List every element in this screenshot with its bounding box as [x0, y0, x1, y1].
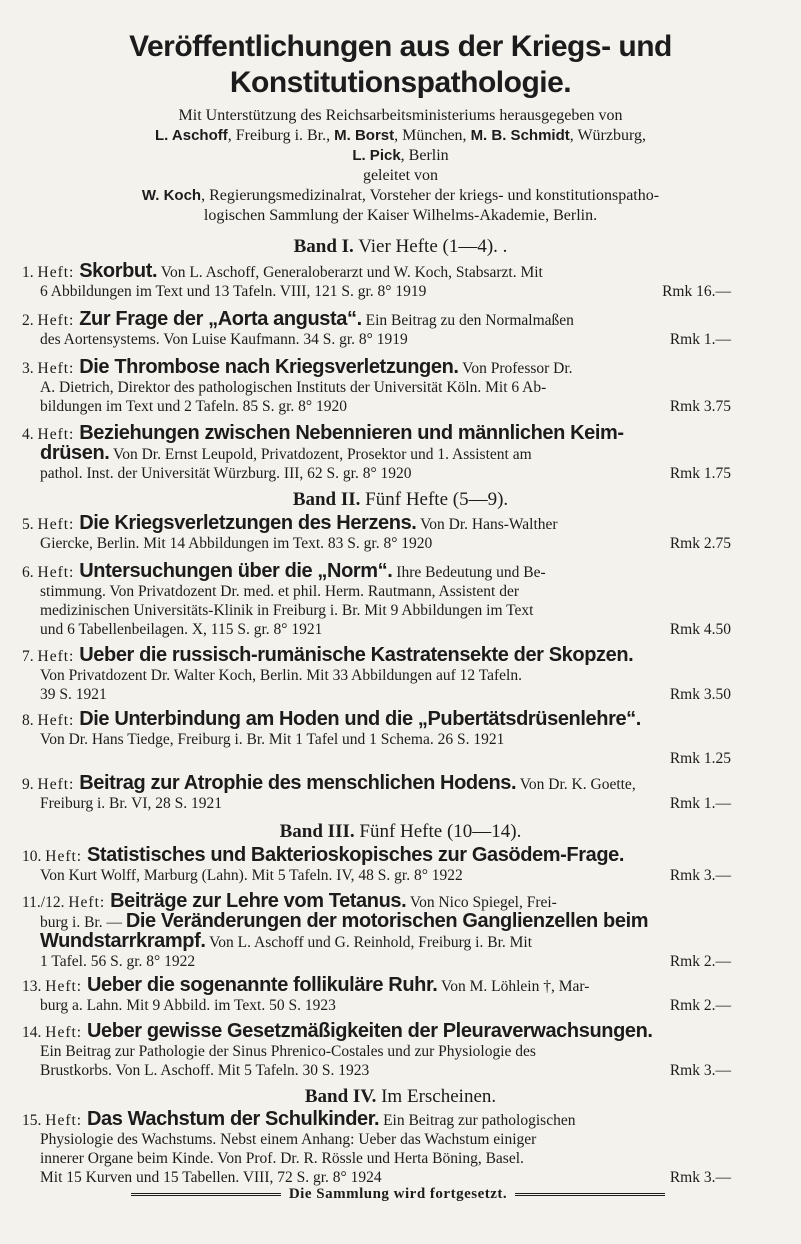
editor-place: , Würzburg,: [569, 127, 647, 144]
entry-text: stimmung. Von Privatdozent Dr. med. et phil. Herm. Rautmann, Assistent der: [40, 583, 520, 600]
entry-text: 1.: [22, 264, 38, 281]
entry-text: 9.: [22, 776, 38, 793]
geleitet-line: geleitet von: [362, 167, 439, 184]
entry-text: drüsen.: [40, 442, 110, 464]
entry-text: Von Dr. Ernst Leupold, Privatdozent, Prosektor und 1. Assistent am: [109, 446, 532, 463]
list-item: [22, 514, 767, 553]
entry-text: Heft:: [45, 848, 87, 865]
price: Rmk 3.50: [669, 686, 731, 703]
editor-name: M. B. Schmidt: [470, 127, 570, 144]
list-item: [22, 846, 767, 885]
editor-name: L. Pick: [352, 147, 401, 164]
list-item: [22, 976, 767, 1015]
entry-text: 14.: [22, 1024, 46, 1041]
entry-title: Skorbut.: [79, 260, 158, 282]
entry-text: medizinischen Universitäts-Klinik in Freiburg i. Br. Mit 9 Abbildungen im Text: [40, 602, 534, 619]
entry-text: 6 Abbildungen im Text und 13 Tafeln. VIII, 121 S. gr. 8° 1919: [40, 283, 427, 300]
price: Rmk 3.—: [669, 867, 731, 884]
list-item: [22, 1022, 767, 1080]
entry-text: 10.: [22, 848, 46, 865]
entry-title: Beziehungen zwischen Nebennieren und männlichen Keim-: [79, 422, 624, 444]
entry-text: 15.: [22, 1112, 46, 1129]
price: Rmk 3.—: [669, 1169, 731, 1186]
entry-text: Physiologie des Wachstums. Nebst einem Anhang: Ueber das Wachstum einiger: [40, 1131, 537, 1148]
entry-text: Von Dr. Hans Tiedge, Freiburg i. Br. Mit 1 Tafel und 1 Schema. 26 S. 1921: [40, 731, 505, 748]
entry-text: Wundstarrkrampf.: [40, 930, 206, 952]
price: Rmk 3.—: [669, 1062, 731, 1079]
entry-text: Von L. Aschoff, Generaloberarzt und W. Koch, Stabsarzt. Mit: [157, 264, 543, 281]
band-heading: [30, 1085, 771, 1109]
divider: [131, 1193, 281, 1196]
entry-text: Von Nico Spiegel, Frei-: [406, 894, 557, 911]
price: Rmk 16.—: [662, 283, 731, 300]
entry-title: Zur Frage der „Aorta angusta“.: [79, 308, 362, 330]
footer-note: [88, 1186, 708, 1203]
list-item: [22, 892, 767, 971]
entry-title: Die Unterbindung am Hoden und die „Pubertätsdrüsenlehre“.: [79, 708, 641, 730]
entry-title: Die Thrombose nach Kriegsverletzungen.: [79, 356, 459, 378]
price: Rmk 2.—: [669, 997, 731, 1014]
editor-place: , Berlin: [400, 147, 449, 164]
entry-title: Ueber gewisse Gesetzmäßigkeiten der Pleuraverwachsungen.: [86, 1020, 653, 1042]
entry-text: 6.: [22, 564, 38, 581]
band-heading: [30, 488, 771, 512]
leader-line: [30, 186, 771, 206]
entry-text: Heft:: [37, 648, 80, 665]
entry-text: Heft:: [37, 776, 80, 793]
list-item: [22, 310, 767, 349]
entry-text: burg a. Lahn. Mit 9 Abbild. im Text. 50 S. 1923: [40, 997, 336, 1014]
band-heading: [30, 820, 771, 844]
entry-text: 1 Tafel. 56 S. gr. 8° 1922: [40, 953, 196, 970]
title-line-1: Veröffentlichungen aus der Kriegs- und: [129, 30, 672, 63]
entry-text: Freiburg i. Br. VI, 28 S. 1921: [40, 795, 222, 812]
entry-text: Die Veränderungen der motorischen Ganglienzellen beim: [125, 910, 649, 932]
entry-text: Heft:: [45, 1024, 87, 1041]
price: Rmk 1.75: [669, 465, 731, 482]
entry-text: Von Kurt Wolff, Marburg (Lahn). Mit 5 Tafeln. IV, 48 S. gr. 8° 1922: [40, 867, 463, 884]
list-item: [22, 262, 767, 301]
entry-text: Heft:: [68, 894, 111, 911]
title-line-2: Konstitutionspathologie.: [229, 66, 572, 99]
entry-title: Das Wachstum der Schulkinder.: [86, 1108, 380, 1130]
price: Rmk 1.—: [669, 795, 731, 812]
price: Rmk 2.—: [669, 953, 731, 970]
entry-title: Ueber die russisch-rumänische Kastratensekte der Skopzen.: [79, 644, 634, 666]
list-item: [22, 710, 767, 768]
entry-title: Untersuchungen über die „Norm“.: [79, 560, 393, 582]
entry-text: 13.: [22, 978, 46, 995]
band-detail: Im Erscheinen.: [376, 1086, 497, 1107]
band-heading: [30, 235, 771, 259]
price: Rmk 4.50: [669, 621, 731, 638]
editors-line-2: [30, 146, 771, 166]
editors-line: [30, 126, 771, 146]
entry-text: Ein Beitrag zur pathologischen: [379, 1112, 576, 1129]
band-detail: Fünf Hefte (10—14).: [354, 821, 522, 842]
entry-text: Heft:: [37, 312, 80, 329]
entry-text: Heft:: [37, 264, 80, 281]
list-item: [22, 562, 767, 639]
entry-title: Ueber die sogenannte follikuläre Ruhr.: [86, 974, 438, 996]
band-label: Band III.: [279, 821, 355, 842]
entry-text: und 6 Tabellenbeilagen. X, 115 S. gr. 8° 1921: [40, 621, 323, 638]
price: Rmk 1.25: [669, 750, 731, 767]
entry-text: Von Privatdozent Dr. Walter Koch, Berlin. Mit 33 Abbildungen auf 12 Tafeln.: [40, 667, 522, 684]
entry-text: A. Dietrich, Direktor des pathologischen Instituts der Universität Köln. Mit 6 Ab-: [40, 379, 547, 396]
entry-text: bildungen im Text und 2 Tafeln. 85 S. gr. 8° 1920: [40, 398, 347, 415]
entry-text: burg i. Br. —: [40, 914, 126, 931]
list-item: [22, 424, 767, 483]
leader-line-2: logischen Sammlung der Kaiser Wilhelms-Akademie, Berlin.: [203, 207, 598, 224]
entry-text: 2.: [22, 312, 38, 329]
entry-text: Von L. Aschoff und G. Reinhold, Freiburg i. Br. Mit: [205, 934, 533, 951]
entry-text: 5.: [22, 516, 38, 533]
entry-text: Von Dr. Hans-Walther: [416, 516, 558, 533]
entry-text: 7.: [22, 648, 38, 665]
list-item: [22, 646, 767, 704]
footer-text: Die Sammlung wird fortgesetzt.: [288, 1186, 508, 1202]
price: Rmk 2.75: [669, 535, 731, 552]
editor-place: , München,: [394, 127, 471, 144]
entry-text: Heft:: [37, 426, 80, 443]
entry-text: Brustkorbs. Von L. Aschoff. Mit 5 Tafeln. 30 S. 1923: [40, 1062, 370, 1079]
entry-text: 3.: [22, 360, 38, 377]
list-item: [22, 774, 767, 813]
entry-text: 39 S. 1921: [40, 686, 107, 703]
entry-text: Von Professor Dr.: [458, 360, 573, 377]
entry-text: Heft:: [37, 564, 80, 581]
band-detail: Fünf Hefte (5—9).: [360, 489, 509, 510]
leader-description: , Regierungsmedizinalrat, Vorsteher der kriegs- und konstitutionspatho-: [201, 187, 660, 204]
leader-name: W. Koch: [141, 187, 202, 204]
entry-text: 4.: [22, 426, 38, 443]
entry-text: Heft:: [37, 360, 80, 377]
editor-place: , Freiburg i. Br.,: [227, 127, 335, 144]
editor-name: L. Aschoff: [154, 127, 228, 144]
entry-text: Giercke, Berlin. Mit 14 Abbildungen im Text. 83 S. gr. 8° 1920: [40, 535, 433, 552]
editor-name: M. Borst: [334, 127, 395, 144]
entry-text: Ein Beitrag zu den Normalmaßen: [361, 312, 574, 329]
entry-text: Von Dr. K. Goette,: [516, 776, 636, 793]
entry-title: Beitrag zur Atrophie des menschlichen Hodens.: [79, 772, 517, 794]
entry-text: Heft:: [37, 516, 80, 533]
entry-text: Heft:: [37, 712, 80, 729]
entry-text: Heft:: [45, 1112, 87, 1129]
band-label: Band I.: [293, 236, 354, 257]
entry-text: 8.: [22, 712, 38, 729]
entry-text: Heft:: [45, 978, 87, 995]
price: Rmk 3.75: [669, 398, 731, 415]
list-item: [22, 358, 767, 416]
intro-line: Mit Unterstützung des Reichsarbeitsministeriums herausgegeben von: [178, 107, 623, 124]
entry-title: Beiträge zur Lehre vom Tetanus.: [110, 890, 407, 912]
entry-text: Mit 15 Kurven und 15 Tabellen. VIII, 72 S. gr. 8° 1924: [40, 1169, 382, 1186]
entry-text: innerer Organe beim Kinde. Von Prof. Dr. R. Rössle und Herta Böning, Basel.: [40, 1150, 524, 1167]
price: Rmk 1.—: [669, 331, 731, 348]
entry-text: pathol. Inst. der Universität Würzburg. III, 62 S. gr. 8° 1920: [40, 465, 412, 482]
entry-text: Von M. Löhlein †, Mar-: [437, 978, 590, 995]
band-detail: Vier Hefte (1—4). .: [353, 236, 508, 257]
band-label: Band II.: [292, 489, 361, 510]
entry-text: 11./12.: [22, 894, 69, 911]
band-label: Band IV.: [304, 1086, 377, 1107]
list-item: [22, 1110, 767, 1187]
entry-text: Ein Beitrag zur Pathologie der Sinus Phrenico-Costales und zur Physiologie des: [40, 1043, 536, 1060]
divider: [515, 1193, 665, 1196]
entry-text: Ihre Bedeutung und Be-: [392, 564, 546, 581]
entry-title: Statistisches und Bakterioskopisches zur Gasödem-Frage.: [86, 844, 625, 866]
entry-text: des Aortensystems. Von Luise Kaufmann. 34 S. gr. 8° 1919: [40, 331, 408, 348]
entry-title: Die Kriegsverletzungen des Herzens.: [79, 512, 417, 534]
